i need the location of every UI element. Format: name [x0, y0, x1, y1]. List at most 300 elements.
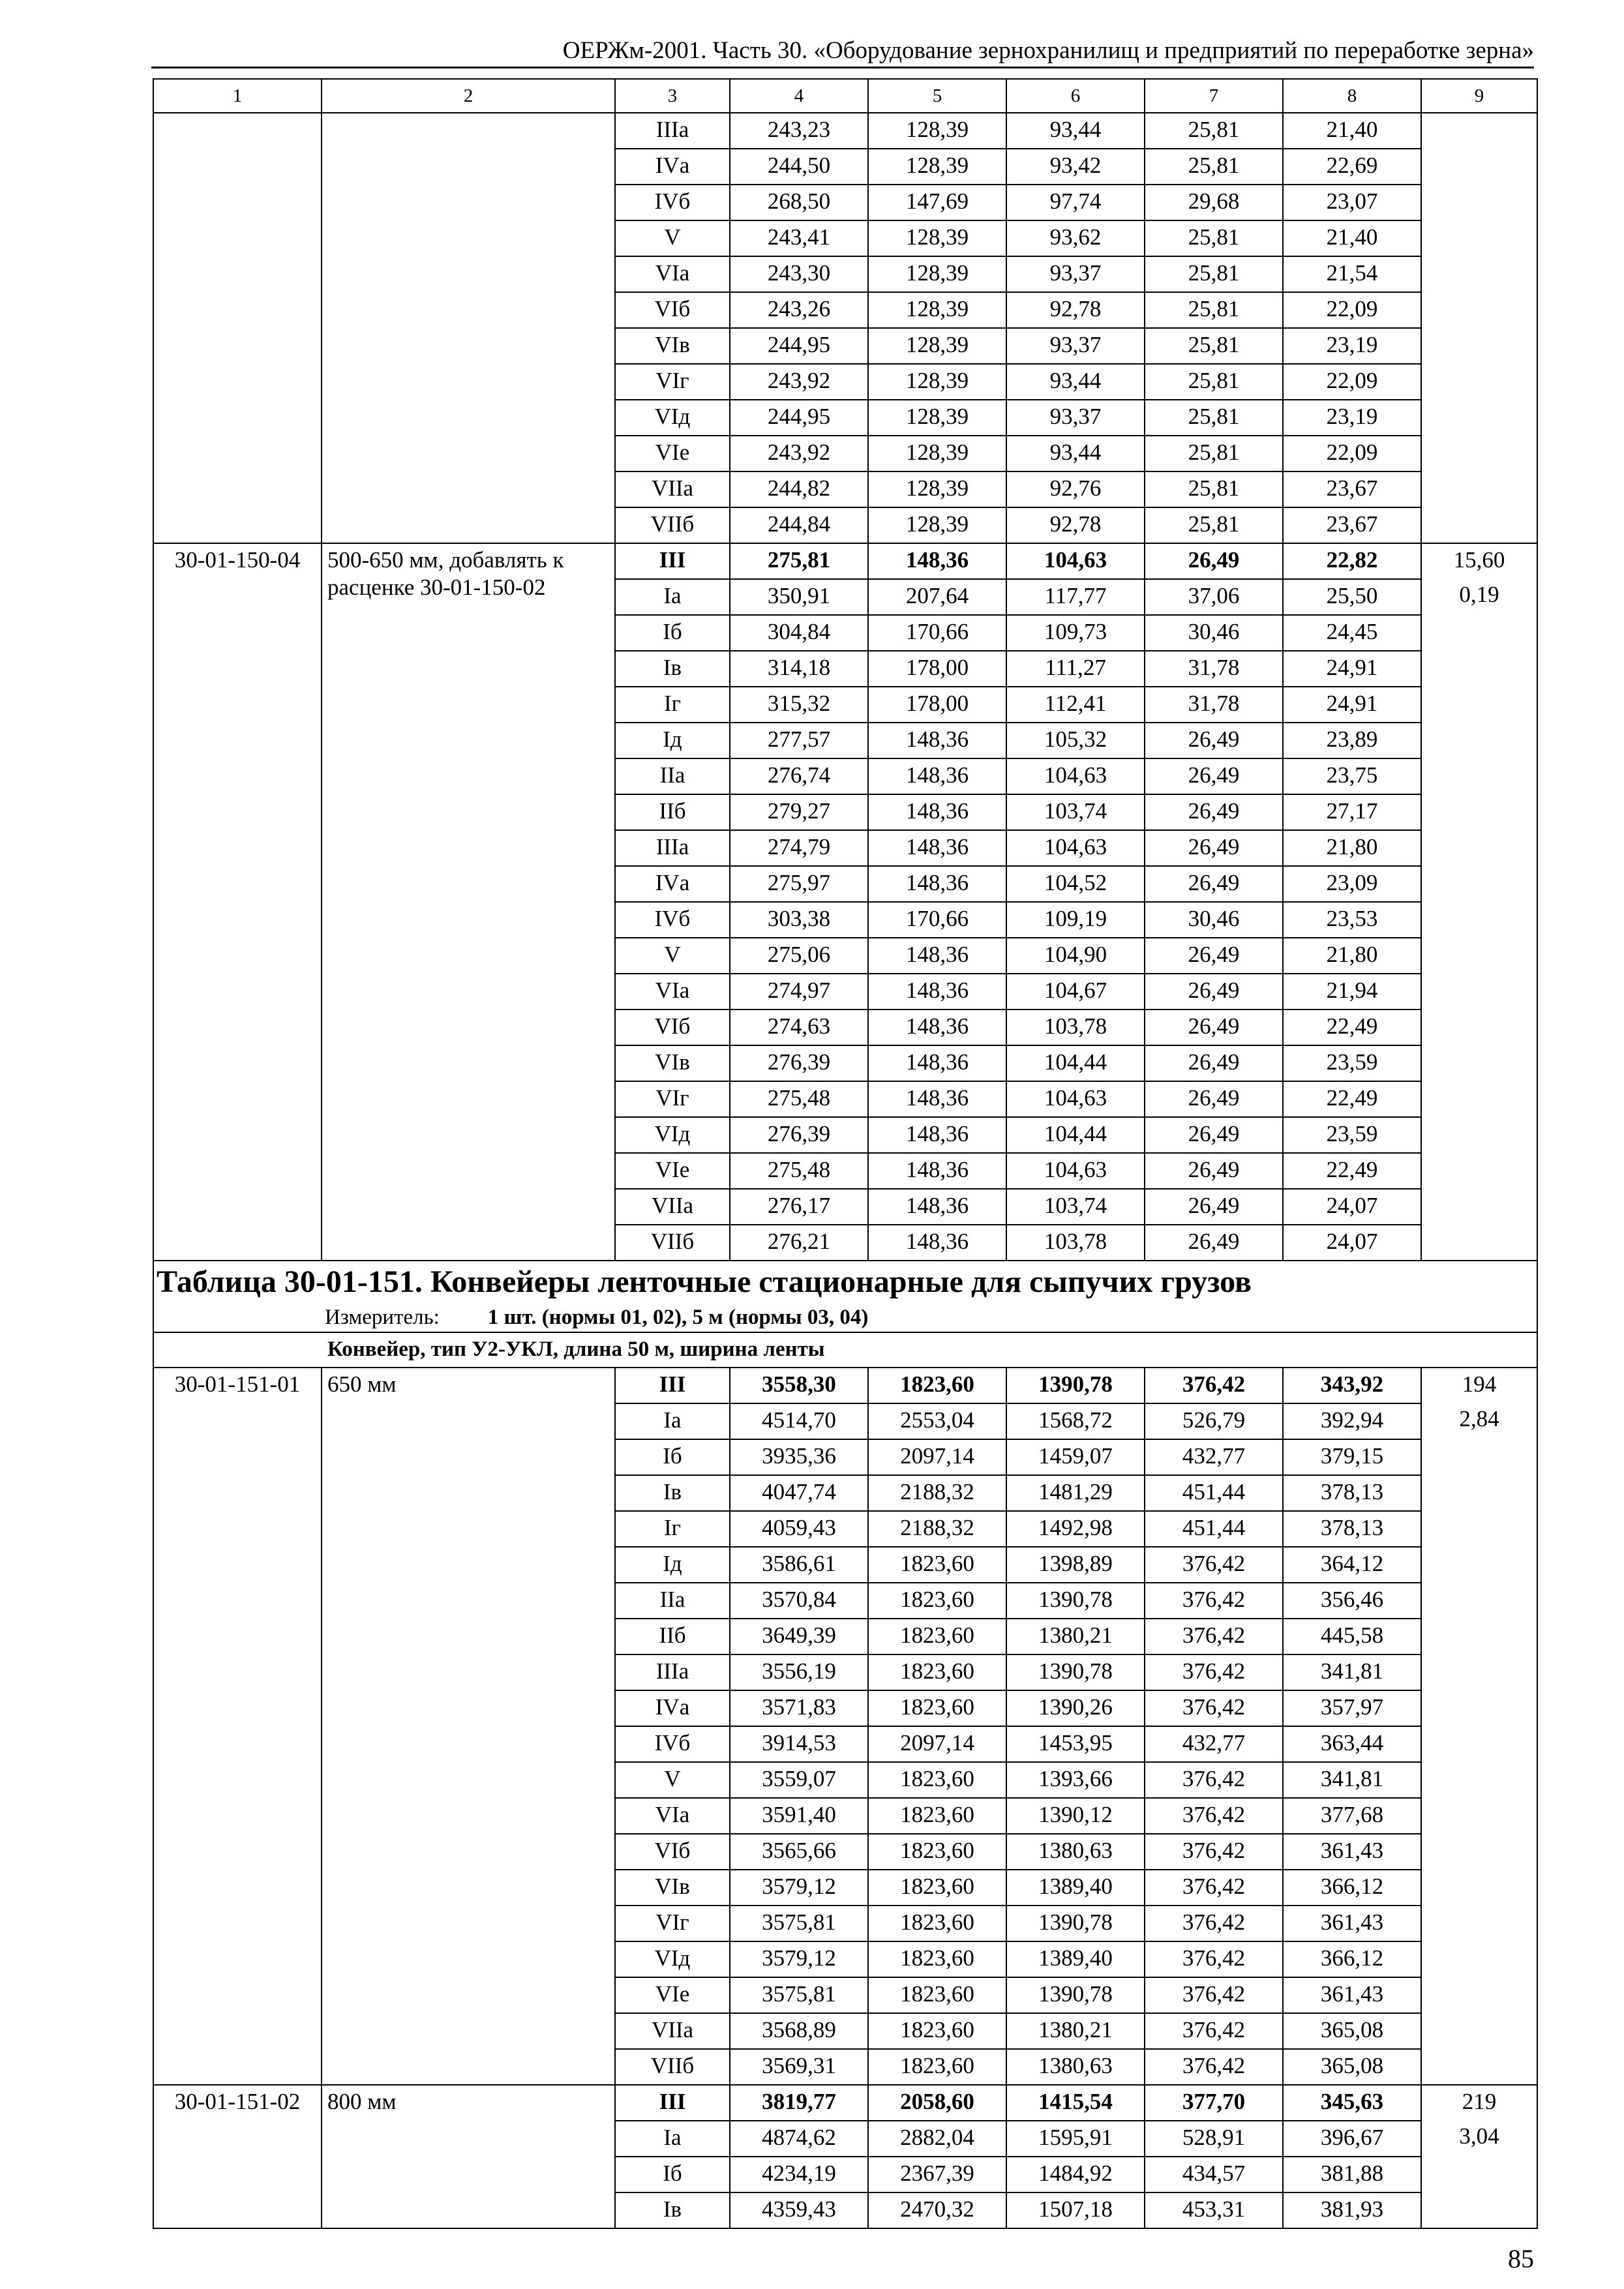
cost-value: 22,49: [1283, 1010, 1421, 1045]
cost-value: 243,92: [730, 436, 868, 471]
cost-value: 26,49: [1145, 1117, 1283, 1153]
cost-value: 104,90: [1006, 938, 1145, 974]
cost-value: 1380,63: [1006, 2049, 1145, 2085]
cost-value: 1484,92: [1006, 2157, 1145, 2192]
cost-value: 274,97: [730, 974, 868, 1010]
zone-code: VIб: [615, 1010, 730, 1045]
zone-code: Iа: [615, 579, 730, 615]
cost-value: 376,42: [1145, 1762, 1283, 1798]
zone-code: VIб: [615, 1834, 730, 1870]
cost-value: 4514,70: [730, 1403, 868, 1439]
cost-value: 93,62: [1006, 220, 1145, 256]
cost-value: 23,53: [1283, 902, 1421, 938]
cost-value: 4047,74: [730, 1475, 868, 1511]
rate-code: [153, 113, 322, 543]
cost-value: 21,40: [1283, 113, 1421, 149]
cost-value: 345,63: [1283, 2085, 1421, 2121]
cost-value: 178,00: [868, 687, 1006, 723]
cost-value: 363,44: [1283, 1726, 1421, 1762]
cost-value: 276,39: [730, 1045, 868, 1081]
cost-value: 366,12: [1283, 1941, 1421, 1977]
zone-code: IIб: [615, 1619, 730, 1654]
cost-value: 148,36: [868, 1153, 1006, 1189]
column-number: 2: [322, 79, 615, 113]
zone-code: VIв: [615, 1045, 730, 1081]
cost-value: 29,68: [1145, 185, 1283, 220]
zone-code: VIб: [615, 292, 730, 328]
zone-code: VIIа: [615, 1189, 730, 1225]
zone-code: VIв: [615, 328, 730, 364]
cost-value: 22,49: [1283, 1081, 1421, 1117]
cost-value: 25,81: [1145, 149, 1283, 185]
table-title-row: [153, 1261, 1537, 1332]
cost-value: 1823,60: [868, 1870, 1006, 1906]
cost-value: 104,44: [1006, 1045, 1145, 1081]
cost-value: 105,32: [1006, 723, 1145, 758]
cost-value: 315,32: [730, 687, 868, 723]
cost-value: 1390,78: [1006, 1977, 1145, 2013]
cost-value: 178,00: [868, 651, 1006, 687]
cost-value: 104,52: [1006, 866, 1145, 902]
cost-value: 432,77: [1145, 1439, 1283, 1475]
cost-value: 451,44: [1145, 1475, 1283, 1511]
zone-code: VIг: [615, 1906, 730, 1941]
cost-value: 2882,04: [868, 2121, 1006, 2157]
measure-value: 1 шт. (нормы 01, 02), 5 м (нормы 03, 04): [487, 1306, 869, 1329]
cost-value: 128,39: [868, 364, 1006, 400]
cost-value: 2097,14: [868, 1439, 1006, 1475]
cost-value: 3571,83: [730, 1690, 868, 1726]
zone-code: V: [615, 220, 730, 256]
cost-value: 25,81: [1145, 507, 1283, 543]
cost-value: 103,74: [1006, 794, 1145, 830]
cost-value: 128,39: [868, 436, 1006, 471]
rate-description: 500-650 мм, добавлять к расценке 30-01-150-02: [322, 543, 615, 1261]
cost-value: 3575,81: [730, 1906, 868, 1941]
cost-value: 1380,21: [1006, 1619, 1145, 1654]
zone-code: VIе: [615, 1977, 730, 2013]
cost-value: 268,50: [730, 185, 868, 220]
cost-value: 275,48: [730, 1153, 868, 1189]
cost-value: 1380,63: [1006, 1834, 1145, 1870]
cost-value: 2188,32: [868, 1475, 1006, 1511]
cost-value: 451,44: [1145, 1511, 1283, 1547]
table-title: Таблица 30-01-151. Конвейеры ленточные стационарные для сыпучих грузов: [157, 1264, 1252, 1299]
zone-code: III: [615, 543, 730, 579]
cost-value: 93,44: [1006, 364, 1145, 400]
cost-value: 148,36: [868, 1189, 1006, 1225]
zone-code: VIIа: [615, 2013, 730, 2049]
cost-value: 93,37: [1006, 256, 1145, 292]
cost-value: 104,63: [1006, 830, 1145, 866]
zone-code: VIе: [615, 436, 730, 471]
cost-value: 361,43: [1283, 1834, 1421, 1870]
cost-value: 23,07: [1283, 185, 1421, 220]
cost-value: 92,76: [1006, 471, 1145, 507]
zone-code: V: [615, 938, 730, 974]
column-9-value: 194: [1462, 1371, 1497, 1397]
cost-value: 25,81: [1145, 292, 1283, 328]
cost-value: 1390,78: [1006, 1654, 1145, 1690]
subheading-row: [153, 1332, 1537, 1368]
zone-code: IIIа: [615, 1654, 730, 1690]
cost-value: 357,97: [1283, 1690, 1421, 1726]
cost-value: 4874,62: [730, 2121, 868, 2157]
table-row: [153, 2085, 1537, 2121]
cost-value: 1823,60: [868, 1906, 1006, 1941]
cost-value: 243,23: [730, 113, 868, 149]
cost-value: 1823,60: [868, 1762, 1006, 1798]
cost-value: 4059,43: [730, 1511, 868, 1547]
cost-value: 274,79: [730, 830, 868, 866]
zone-code: IIа: [615, 758, 730, 794]
cost-value: 396,67: [1283, 2121, 1421, 2157]
cost-value: 2097,14: [868, 1726, 1006, 1762]
rates-table: [153, 78, 1538, 2229]
cost-value: 276,17: [730, 1189, 868, 1225]
cost-value: 303,38: [730, 902, 868, 938]
cost-value: 1507,18: [1006, 2192, 1145, 2228]
cost-value: 243,26: [730, 292, 868, 328]
cost-value: 207,64: [868, 579, 1006, 615]
cost-value: 276,21: [730, 1225, 868, 1261]
cost-value: 25,81: [1145, 400, 1283, 436]
cost-value: 276,74: [730, 758, 868, 794]
column-9-value: 0,19: [1459, 582, 1499, 607]
cost-value: 148,36: [868, 758, 1006, 794]
cost-value: 104,44: [1006, 1117, 1145, 1153]
cost-value: 350,91: [730, 579, 868, 615]
cost-value: 148,36: [868, 723, 1006, 758]
cost-value: 279,27: [730, 794, 868, 830]
cost-value: 24,07: [1283, 1225, 1421, 1261]
zone-code: Iд: [615, 723, 730, 758]
cost-value: 1595,91: [1006, 2121, 1145, 2157]
cost-value: 3556,19: [730, 1654, 868, 1690]
cost-value: 22,09: [1283, 436, 1421, 471]
rate-description: [322, 113, 615, 543]
cost-value: 2367,39: [868, 2157, 1006, 2192]
cost-value: 1823,60: [868, 2049, 1006, 2085]
zone-code: Iв: [615, 1475, 730, 1511]
zone-code: III: [615, 1368, 730, 1403]
cost-value: 148,36: [868, 543, 1006, 579]
cost-value: 376,42: [1145, 1690, 1283, 1726]
cost-value: 1390,78: [1006, 1583, 1145, 1619]
cost-value: 1415,54: [1006, 2085, 1145, 2121]
cost-value: 453,31: [1145, 2192, 1283, 2228]
cost-value: 3591,40: [730, 1798, 868, 1834]
cost-value: 148,36: [868, 938, 1006, 974]
cost-value: 26,49: [1145, 758, 1283, 794]
cost-value: 23,89: [1283, 723, 1421, 758]
cost-value: 148,36: [868, 1117, 1006, 1153]
cost-value: 1459,07: [1006, 1439, 1145, 1475]
cost-value: 376,42: [1145, 1654, 1283, 1690]
zone-code: VIIб: [615, 2049, 730, 2085]
rate-code: 30-01-151-01: [153, 1368, 322, 2085]
cost-value: 23,59: [1283, 1117, 1421, 1153]
cost-value: 1390,26: [1006, 1690, 1145, 1726]
zone-code: IVб: [615, 185, 730, 220]
cost-value: 26,49: [1145, 1081, 1283, 1117]
cost-value: 23,19: [1283, 328, 1421, 364]
cost-value: 148,36: [868, 866, 1006, 902]
cost-value: 3565,66: [730, 1834, 868, 1870]
cost-value: 1823,60: [868, 1583, 1006, 1619]
cost-value: 381,93: [1283, 2192, 1421, 2228]
cost-value: 376,42: [1145, 1870, 1283, 1906]
rates-table-body: [153, 79, 1537, 2228]
cost-value: 24,91: [1283, 651, 1421, 687]
zone-code: IIIа: [615, 113, 730, 149]
cost-value: 26,49: [1145, 1045, 1283, 1081]
zone-code: VIIа: [615, 471, 730, 507]
cost-value: 1823,60: [868, 1619, 1006, 1654]
cost-value: 378,13: [1283, 1511, 1421, 1547]
cost-value: 111,27: [1006, 651, 1145, 687]
zone-code: III: [615, 2085, 730, 2121]
zone-code: VIг: [615, 1081, 730, 1117]
cost-value: 275,97: [730, 866, 868, 902]
cost-value: 528,91: [1145, 2121, 1283, 2157]
zone-code: Iб: [615, 1439, 730, 1475]
table-row: [153, 1368, 1537, 1403]
cost-value: 366,12: [1283, 1870, 1421, 1906]
page-number: 85: [1508, 2244, 1534, 2273]
zone-code: VIа: [615, 974, 730, 1010]
cost-value: 22,49: [1283, 1153, 1421, 1189]
cost-value: 104,63: [1006, 1153, 1145, 1189]
zone-code: IIб: [615, 794, 730, 830]
column-number: 7: [1145, 79, 1283, 113]
cost-value: 23,09: [1283, 866, 1421, 902]
cost-value: 21,54: [1283, 256, 1421, 292]
cost-value: 148,36: [868, 830, 1006, 866]
measure-label: Измеритель:: [325, 1306, 440, 1329]
cost-value: 314,18: [730, 651, 868, 687]
cost-value: 148,36: [868, 1010, 1006, 1045]
cost-value: 97,74: [1006, 185, 1145, 220]
cost-value: 1823,60: [868, 1547, 1006, 1583]
cost-value: 104,63: [1006, 758, 1145, 794]
rate-description: 650 мм: [322, 1368, 615, 2085]
cost-value: 26,49: [1145, 938, 1283, 974]
cost-value: 1823,60: [868, 1654, 1006, 1690]
cost-value: 1390,12: [1006, 1798, 1145, 1834]
cost-value: 22,69: [1283, 149, 1421, 185]
cost-value: 21,40: [1283, 220, 1421, 256]
cost-value: 112,41: [1006, 687, 1145, 723]
zone-code: VIе: [615, 1153, 730, 1189]
cost-value: 23,67: [1283, 471, 1421, 507]
cost-value: 3579,12: [730, 1870, 868, 1906]
cost-value: 26,49: [1145, 1010, 1283, 1045]
cost-value: 117,77: [1006, 579, 1145, 615]
cost-value: 376,42: [1145, 1619, 1283, 1654]
zone-code: Iг: [615, 1511, 730, 1547]
cost-value: 24,07: [1283, 1189, 1421, 1225]
cost-value: 170,66: [868, 902, 1006, 938]
column-number-row: [153, 79, 1537, 113]
cost-value: 92,78: [1006, 292, 1145, 328]
cost-value: 93,37: [1006, 400, 1145, 436]
cost-value: 26,49: [1145, 723, 1283, 758]
cost-value: 93,44: [1006, 436, 1145, 471]
zone-code: Iг: [615, 687, 730, 723]
column-9-values: [1421, 2085, 1537, 2228]
cost-value: 26,49: [1145, 1153, 1283, 1189]
cost-value: 3559,07: [730, 1762, 868, 1798]
column-9-value: 219: [1462, 2089, 1497, 2114]
zone-code: Iв: [615, 651, 730, 687]
cost-value: 3568,89: [730, 2013, 868, 2049]
cost-value: 377,68: [1283, 1798, 1421, 1834]
column-number: 5: [868, 79, 1006, 113]
cost-value: 25,81: [1145, 471, 1283, 507]
cost-value: 148,36: [868, 1225, 1006, 1261]
cost-value: 1568,72: [1006, 1403, 1145, 1439]
cost-value: 128,39: [868, 400, 1006, 436]
cost-value: 277,57: [730, 723, 868, 758]
cost-value: 1823,60: [868, 1368, 1006, 1403]
cost-value: 25,81: [1145, 220, 1283, 256]
zone-code: VIд: [615, 400, 730, 436]
cost-value: 23,75: [1283, 758, 1421, 794]
rate-code: 30-01-150-04: [153, 543, 322, 1261]
column-9-value: 2,84: [1459, 1406, 1499, 1431]
cost-value: 104,67: [1006, 974, 1145, 1010]
column-number: 9: [1421, 79, 1537, 113]
cost-value: 25,81: [1145, 328, 1283, 364]
cost-value: 26,49: [1145, 866, 1283, 902]
cost-value: 3935,36: [730, 1439, 868, 1475]
zone-code: V: [615, 1762, 730, 1798]
cost-value: 148,36: [868, 794, 1006, 830]
cost-value: 526,79: [1145, 1403, 1283, 1439]
cost-value: 104,63: [1006, 543, 1145, 579]
cost-value: 361,43: [1283, 1906, 1421, 1941]
cost-value: 276,39: [730, 1117, 868, 1153]
column-number: 3: [615, 79, 730, 113]
column-9-values: [1421, 1368, 1537, 2085]
cost-value: 243,30: [730, 256, 868, 292]
cost-value: 1390,78: [1006, 1368, 1145, 1403]
cost-value: 26,49: [1145, 974, 1283, 1010]
cost-value: 37,06: [1145, 579, 1283, 615]
cost-value: 243,41: [730, 220, 868, 256]
cost-value: 26,49: [1145, 1225, 1283, 1261]
cost-value: 1389,40: [1006, 1941, 1145, 1977]
cost-value: 92,78: [1006, 507, 1145, 543]
cost-value: 103,74: [1006, 1189, 1145, 1225]
cost-value: 22,09: [1283, 364, 1421, 400]
cost-value: 23,19: [1283, 400, 1421, 436]
cost-value: 148,36: [868, 1081, 1006, 1117]
cost-value: 21,94: [1283, 974, 1421, 1010]
cost-value: 21,80: [1283, 830, 1421, 866]
cost-value: 1823,60: [868, 2013, 1006, 2049]
cost-value: 93,42: [1006, 149, 1145, 185]
cost-value: 22,09: [1283, 292, 1421, 328]
cost-value: 1393,66: [1006, 1762, 1145, 1798]
column-9-value: 3,04: [1459, 2123, 1499, 2149]
cost-value: 30,46: [1145, 902, 1283, 938]
cost-value: 93,44: [1006, 113, 1145, 149]
header-text: ОЕРЖм-2001. Часть 30. «Оборудование зернохранилищ и предприятий по переработке зерна»: [562, 37, 1534, 64]
cost-value: 275,81: [730, 543, 868, 579]
cost-value: 434,57: [1145, 2157, 1283, 2192]
cost-value: 3586,61: [730, 1547, 868, 1583]
cost-value: 147,69: [868, 185, 1006, 220]
measure-line: [154, 1303, 1537, 1332]
cost-value: 392,94: [1283, 1403, 1421, 1439]
cost-value: 381,88: [1283, 2157, 1421, 2192]
cost-value: 109,73: [1006, 615, 1145, 651]
zone-code: VIд: [615, 1941, 730, 1977]
table-row: [153, 543, 1537, 579]
cost-value: 1492,98: [1006, 1511, 1145, 1547]
cost-value: 3570,84: [730, 1583, 868, 1619]
cost-value: 1823,60: [868, 1834, 1006, 1870]
cost-value: 341,81: [1283, 1654, 1421, 1690]
cost-value: 376,42: [1145, 1547, 1283, 1583]
zone-code: Iб: [615, 2157, 730, 2192]
cost-value: 356,46: [1283, 1583, 1421, 1619]
cost-value: 3575,81: [730, 1977, 868, 2013]
cost-value: 128,39: [868, 328, 1006, 364]
cost-value: 3819,77: [730, 2085, 868, 2121]
cost-value: 24,91: [1283, 687, 1421, 723]
cost-value: 3914,53: [730, 1726, 868, 1762]
cost-value: 376,42: [1145, 1941, 1283, 1977]
cost-value: 103,78: [1006, 1010, 1145, 1045]
zone-code: VIв: [615, 1870, 730, 1906]
cost-value: 376,42: [1145, 1368, 1283, 1403]
cost-value: 1398,89: [1006, 1547, 1145, 1583]
cost-value: 244,84: [730, 507, 868, 543]
cost-value: 378,13: [1283, 1475, 1421, 1511]
cost-value: 445,58: [1283, 1619, 1421, 1654]
zone-code: VIIб: [615, 1225, 730, 1261]
cost-value: 361,43: [1283, 1977, 1421, 2013]
cost-value: 376,42: [1145, 2049, 1283, 2085]
rate-code: 30-01-151-02: [153, 2085, 322, 2228]
cost-value: 1380,21: [1006, 2013, 1145, 2049]
cost-value: 26,49: [1145, 543, 1283, 579]
cost-value: 23,59: [1283, 1045, 1421, 1081]
column-number: 4: [730, 79, 868, 113]
cost-value: 128,39: [868, 149, 1006, 185]
cost-value: 365,08: [1283, 2049, 1421, 2085]
zone-code: IIIа: [615, 830, 730, 866]
zone-code: IVа: [615, 149, 730, 185]
zone-code: IIа: [615, 1583, 730, 1619]
cost-value: 1823,60: [868, 1798, 1006, 1834]
zone-code: VIа: [615, 256, 730, 292]
cost-value: 432,77: [1145, 1726, 1283, 1762]
cost-value: 1481,29: [1006, 1475, 1145, 1511]
cost-value: 365,08: [1283, 2013, 1421, 2049]
cost-value: 376,42: [1145, 1798, 1283, 1834]
cost-value: 25,81: [1145, 364, 1283, 400]
cost-value: 128,39: [868, 507, 1006, 543]
zone-code: VIг: [615, 364, 730, 400]
table-row: [153, 113, 1537, 149]
cost-value: 1823,60: [868, 1941, 1006, 1977]
cost-value: 128,39: [868, 256, 1006, 292]
table-subheading: Конвейер, тип У2-УКЛ, длина 50 м, ширина ленты: [153, 1332, 1537, 1368]
